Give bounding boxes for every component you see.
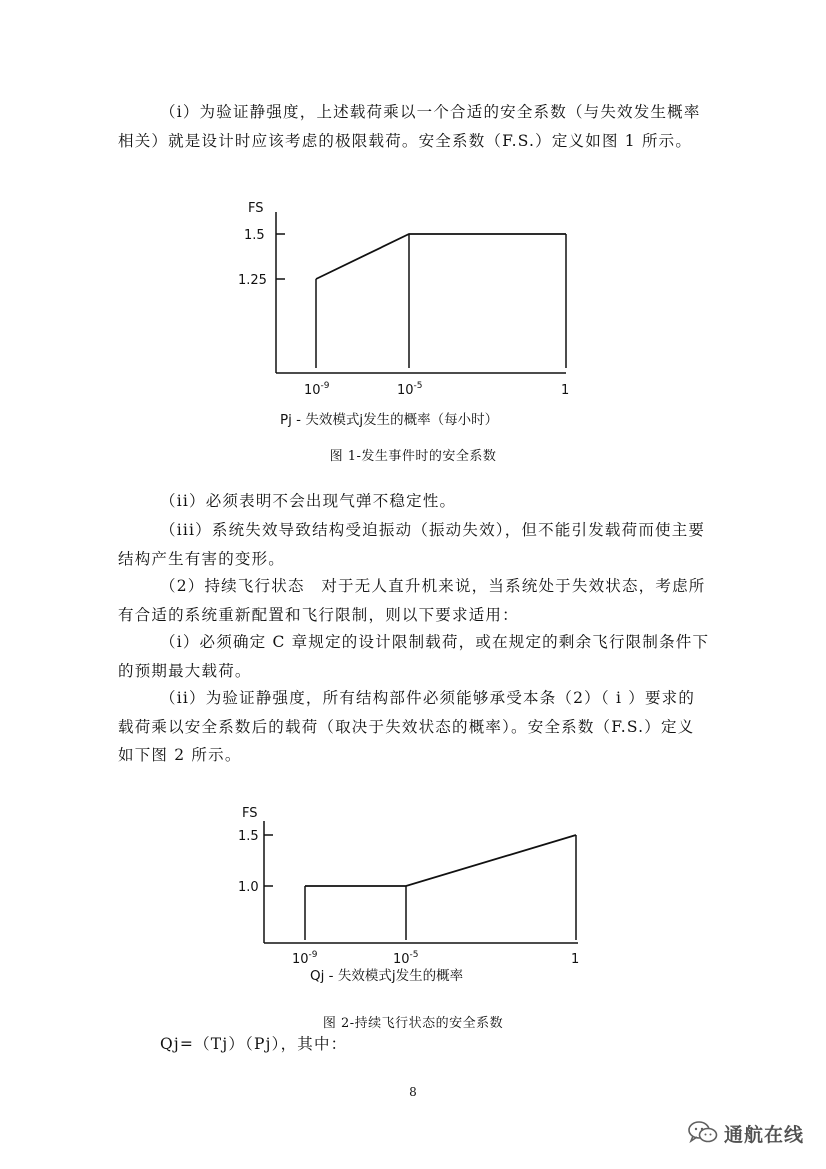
fig2-x-label: Qj - 失效模式j发生的概率: [310, 968, 464, 984]
fig2-x-tick-2: $10^{-5}$: [393, 950, 419, 967]
figure-2-chart: [228, 797, 584, 992]
paragraph-7: Qj=（Tj）（Pj），其中：: [160, 1035, 348, 1053]
fig2-y-tick-label-2: 1.0: [238, 880, 259, 895]
fig1-x-tick-1: $10^{-9}$: [304, 381, 330, 398]
figure-1-chart: [236, 188, 572, 433]
wechat-icon: [688, 1120, 718, 1146]
fig2-fs-curve: [305, 835, 576, 886]
fig2-y-label: FS: [242, 806, 258, 821]
paragraph-2: （ii）必须表明不会出现气弹不稳定性。: [160, 492, 457, 510]
fig1-y-tick-label-2: 1.25: [238, 273, 267, 288]
watermark-text: 通航在线: [724, 1123, 805, 1146]
fig1-y-label: FS: [248, 201, 264, 216]
fig1-y-tick-label-1: 1.5: [244, 228, 265, 243]
paragraph-1: （i）为验证静强度，上述载荷乘以一个合适的安全系数（与失效发生概率相关）就是设计时应该考虑的极限载荷。安全系数（F.S.）定义如图 1 所示。: [118, 103, 701, 150]
paragraph-6: （ii）为验证静强度，所有结构部件必须能够承受本条（2）（ i ）要求的载荷乘以安全系数后的载荷（取决于失效状态的概率）。安全系数（F.S.）定义如下图 2 所示。: [118, 689, 696, 764]
figure-2-caption: 图 2-持续飞行状态的安全系数: [322, 1016, 504, 1031]
figure-1-caption: 图 1-发生事件时的安全系数: [329, 449, 497, 464]
fig1-x-tick-2: $10^{-5}$: [397, 381, 423, 398]
fig1-x-tick-3: 1: [561, 383, 570, 398]
fig2-x-tick-3: 1: [571, 952, 580, 967]
fig2-y-tick-label-1: 1.5: [238, 829, 259, 844]
paragraph-5: （i）必须确定 C 章规定的设计限制载荷，或在规定的剩余飞行限制条件下的预期最大载荷。: [118, 633, 710, 680]
paragraph-3: （iii）系统失效导致结构受迫振动（振动失效），但不能引发载荷而使主要结构产生有害的变形。: [118, 521, 706, 568]
page-number: 8: [409, 1085, 417, 1099]
fig1-x-label: Pj - 失效模式j发生的概率（每小时）: [280, 412, 499, 428]
watermark: [688, 1118, 804, 1148]
fig1-fs-curve: [316, 234, 566, 279]
paragraph-4: （2）持续飞行状态 对于无人直升机来说，当系统处于失效状态，考虑所有合适的系统重新配置和飞行限制，则以下要求适用：: [118, 577, 706, 624]
fig2-x-tick-1: $10^{-9}$: [292, 950, 318, 967]
